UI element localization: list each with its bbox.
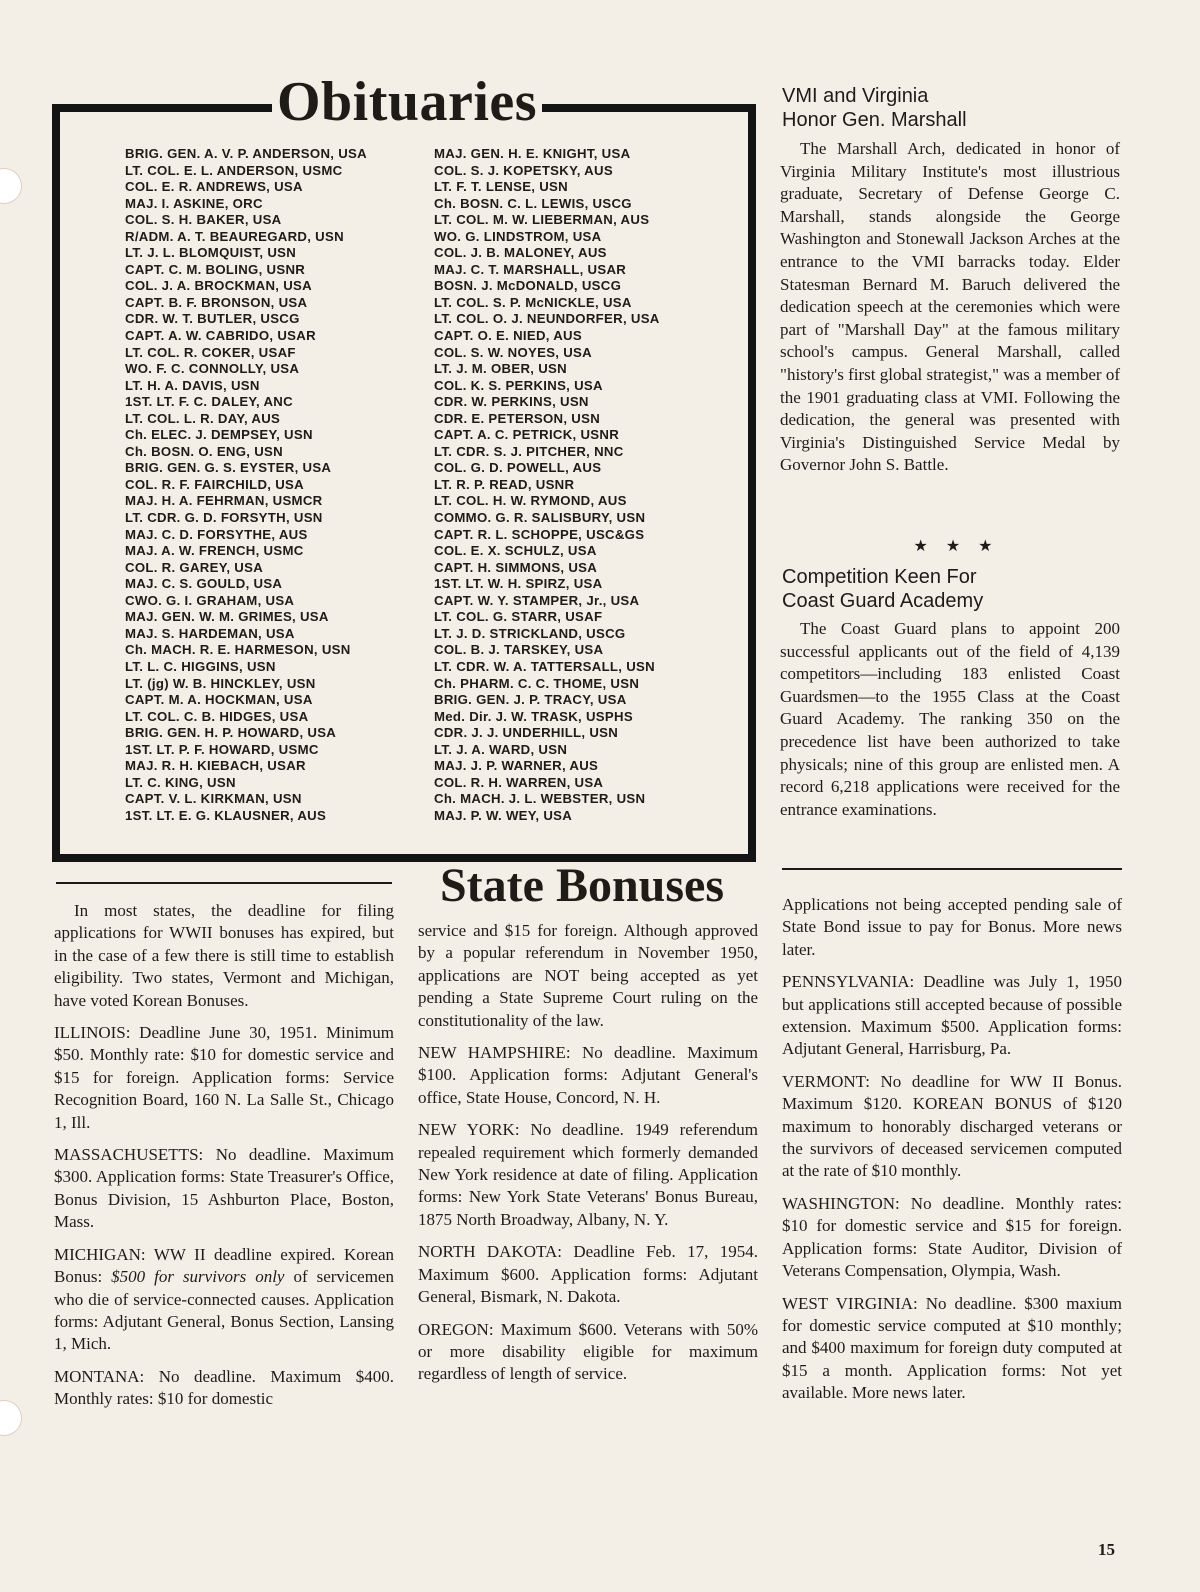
obituary-entry: CAPT. O. E. NIED, AUS: [434, 328, 582, 344]
vmi-headline-line1: VMI and Virginia: [782, 85, 929, 107]
obituary-entry: LT. COL. R. COKER, USAF: [125, 344, 296, 360]
obituary-entry: LT. COL. H. W. RYMOND, AUS: [434, 493, 627, 509]
binder-hole: [0, 168, 22, 204]
obituary-entry: MAJ. C. D. FORSYTHE, AUS: [125, 526, 308, 542]
coast-guard-article-text: The Coast Guard plans to appoint 200 successful applicants out of the field of 4,139 competitors—including 183 enlisted Coast Guardsmen—to the 1955 Class at the Coast Guard Academy. The ranking 350 on the precedence list have been authorized to take physicals; nine of this group are enlisted men. A record 6,218 applications were received for the entrance examinations.: [780, 619, 1120, 819]
obituary-entry: LT. COL. O. J. NEUNDORFER, USA: [434, 311, 660, 327]
obituary-entry: COL. E. X. SCHULZ, USA: [434, 543, 597, 559]
obituary-entry: Ch. PHARM. C. C. THOME, USN: [434, 675, 640, 691]
obituary-entry: R/ADM. A. T. BEAUREGARD, USN: [125, 228, 344, 244]
star-separator: ★★★: [913, 536, 1011, 555]
obituary-entry: MAJ. R. H. KIEBACH, USAR: [125, 758, 306, 774]
coast-guard-headline-line2: Coast Guard Academy: [782, 590, 984, 612]
obituary-entry: LT. L. C. HIGGINS, USN: [125, 658, 276, 674]
obituary-entry: BOSN. J. McDONALD, USCG: [434, 278, 622, 294]
bonuses-column-3: [782, 894, 1122, 1415]
obituary-entry: MAJ. GEN. W. M. GRIMES, USA: [125, 609, 329, 625]
obituaries-rule-left: [52, 104, 282, 112]
obituary-entry: BRIG. GEN. J. P. TRACY, USA: [434, 692, 627, 708]
bonus-west-virginia: WEST VIRGINIA: No deadline. $300 maxium for domestic service computed at $10 monthly; and $400 maximum for foreign duty computed at $15 a month. Application forms: Not yet available. More news later.: [782, 1293, 1122, 1403]
bonus-montana-continued: service and $15 for foreign. Although approved by a popular referendum in November 1950, applications are NOT being accepted as yet pending a State Supreme Court ruling on the constitutionality of the law.: [418, 921, 758, 1030]
obituaries-list-right: [434, 146, 660, 824]
bonus-vermont: VERMONT: No deadline for WW II Bonus. Maximum $120. KOREAN BONUS of $120 maximum to honorably discharged veterans or the survivors of deceased servicemen computed at the rate of $10 monthly.: [782, 1071, 1122, 1181]
obituary-entry: CAPT. M. A. HOCKMAN, USA: [125, 692, 313, 708]
bonus-illinois: ILLINOIS: Deadline June 30, 1951. Minimum $50. Monthly rate: $10 for domestic service and $15 for foreign. Application forms: Service Recognition Board, 160 N. La Salle St., Chicago 1, Ill.: [54, 1023, 394, 1132]
vmi-headline-line2: Honor Gen. Marshall: [782, 109, 967, 131]
obituary-entry: CDR. W. PERKINS, USN: [434, 394, 589, 410]
obituary-entry: LT. COL. S. P. McNICKLE, USA: [434, 294, 632, 310]
obituary-entry: Ch. MACH. J. L. WEBSTER, USN: [434, 791, 646, 807]
obituary-entry: CAPT. A. C. PETRICK, USNR: [434, 427, 620, 443]
obituary-entry: LT. CDR. S. J. PITCHER, NNC: [434, 443, 624, 459]
obituary-entry: CAPT. W. Y. STAMPER, Jr., USA: [434, 592, 640, 608]
obituary-entry: MAJ. P. W. WEY, USA: [434, 807, 573, 823]
bonus-pennsylvania: PENNSYLVANIA: Deadline was July 1, 1950 but applications still accepted because of possible extension. Maximum $500. Application forms: Adjutant General, Harrisburg, Pa.: [782, 972, 1122, 1059]
bonus-michigan-text: MICHIGAN: WW II deadline expired. Korean Bonus:: [54, 1244, 394, 1287]
obituary-entry: LT. (jg) W. B. HINCKLEY, USN: [125, 675, 316, 691]
obituary-entry: Ch. BOSN. O. ENG, USN: [125, 443, 283, 459]
obituary-entry: COL. E. R. ANDREWS, USA: [125, 179, 303, 195]
obituary-entry: COL. R. GAREY, USA: [125, 559, 264, 575]
obituary-entry: COL. S. J. KOPETSKY, AUS: [434, 162, 613, 178]
vmi-article-text: The Marshall Arch, dedicated in honor of Virginia Military Institute's most illustrious graduate, Secretary of Defense George C. Marshall, stands alongside the George Washington and Stonewall Jackson Arches at the entrance to the VMI barracks today. Elder Statesman Bernard M. Baruch delivered the dedication speech at the ceremonies which were part of "Marshall Day" at the famous military school's campus. General Marshall, called "history's first global strategist," was a member of the 1901 graduating class at VMI. Following the dedication, the general was presented with Virginia's Distinguished Service Medal by Governor John S. Battle.: [780, 139, 1120, 475]
bonus-massachusetts: MASSACHUSETTS: No deadline. Maximum $300. Application forms: State Treasurer's Office, Bonus Division, 15 Ashburton Place, Boston, Mass.: [54, 1145, 394, 1232]
obituary-entry: WO. G. LINDSTROM, USA: [434, 228, 602, 244]
obituary-entry: Ch. ELEC. J. DEMPSEY, USN: [125, 427, 313, 443]
bonus-michigan: [54, 1244, 394, 1356]
obituary-entry: CAPT. R. L. SCHOPPE, USC&GS: [434, 526, 645, 542]
divider-left: [56, 882, 392, 884]
obituary-entry: BRIG. GEN. G. S. EYSTER, USA: [125, 460, 332, 476]
obituary-entry: MAJ. J. P. WARNER, AUS: [434, 758, 599, 774]
obituaries-title: Obituaries: [272, 70, 542, 134]
bonus-michigan-text-cont: of servicemen who die of service-connected causes. Application forms: Adjutant General, Bonus Section, Lansing 1, Mich.: [54, 1267, 394, 1354]
coast-guard-headline-line1: Competition Keen For: [782, 566, 977, 588]
bonus-new-york: NEW YORK: No deadline. 1949 referendum repealed requirement which formerly demanded New York residence at date of filing. Application forms: New York State Veterans' Bonus Bureau, 1875 North Broadway, Albany, N. Y.: [418, 1120, 758, 1229]
obituary-entry: LT. J. A. WARD, USN: [434, 741, 568, 757]
obituary-entry: MAJ. GEN. H. E. KNIGHT, USA: [434, 146, 631, 161]
obituary-entry: COMMO. G. R. SALISBURY, USN: [434, 510, 646, 526]
obituary-entry: Med. Dir. J. W. TRASK, USPHS: [434, 708, 633, 724]
obituary-entry: 1ST. LT. P. F. HOWARD, USMC: [125, 741, 319, 757]
obituary-entry: CDR. J. J. UNDERHILL, USN: [434, 725, 619, 741]
bonuses-column-2: [418, 920, 758, 1396]
obituary-entry: Ch. MACH. R. E. HARMESON, USN: [125, 642, 351, 658]
obituary-entry: MAJ. A. W. FRENCH, USMC: [125, 543, 304, 559]
state-bonuses-title: State Bonuses: [439, 859, 725, 912]
obituary-entry: CAPT. H. SIMMONS, USA: [434, 559, 598, 575]
obituary-entry: LT. J. D. STRICKLAND, USCG: [434, 625, 626, 641]
obituaries-rule-right: [532, 104, 756, 112]
obituary-entry: CAPT. V. L. KIRKMAN, USN: [125, 791, 302, 807]
obituary-entry: LT. COL. E. L. ANDERSON, USMC: [125, 162, 343, 178]
obituary-entry: 1ST. LT. F. C. DALEY, ANC: [125, 394, 293, 410]
bonus-michigan-emphasis: $500 for survivors only: [111, 1267, 285, 1287]
obituary-entry: CAPT. C. M. BOLING, USNR: [125, 261, 306, 277]
obituary-entry: COL. S. H. BAKER, USA: [125, 212, 282, 228]
obituary-entry: COL. K. S. PERKINS, USA: [434, 377, 603, 393]
obituary-entry: LT. COL. M. W. LIEBERMAN, AUS: [434, 212, 650, 228]
vmi-article-body: [780, 138, 1120, 477]
obituaries-list-left: [125, 146, 367, 824]
obituary-entry: LT. H. A. DAVIS, USN: [125, 377, 260, 393]
obituary-entry: LT. J. M. OBER, USN: [434, 361, 567, 377]
obituary-entry: MAJ. I. ASKINE, ORC: [125, 195, 263, 211]
obituary-entry: LT. CDR. G. D. FORSYTH, USN: [125, 510, 323, 526]
coast-guard-article-body: [780, 618, 1120, 821]
vmi-headline: [782, 84, 967, 132]
obituary-entry: CAPT. B. F. BRONSON, USA: [125, 294, 308, 310]
obituary-entry: Ch. BOSN. C. L. LEWIS, USCG: [434, 195, 632, 211]
divider-right: [782, 868, 1122, 870]
bonus-washington: WASHINGTON: No deadline. Monthly rates: $10 for domestic service and $15 for foreign. Application forms: State Auditor, Division of Veterans Compensation, Olympia, Wash.: [782, 1193, 1122, 1281]
obituary-entry: LT. C. KING, USN: [125, 774, 236, 790]
obituary-entry: LT. COL. G. STARR, USAF: [434, 609, 603, 625]
bonuses-intro: In most states, the deadline for filing applications for WWII bonuses has expired, but in the case of a few there is still time to establish eligibility. Two states, Vermont and Michigan, have voted Korean Bonuses.: [54, 901, 394, 1010]
obituary-entry: LT. F. T. LENSE, USN: [434, 179, 568, 195]
page-number: 15: [1098, 1540, 1115, 1559]
obituary-entry: BRIG. GEN. H. P. HOWARD, USA: [125, 725, 337, 741]
binder-hole: [0, 1400, 22, 1436]
obituary-entry: COL. R. H. WARREN, USA: [434, 774, 604, 790]
obituary-entry: LT. J. L. BLOMQUIST, USN: [125, 245, 297, 261]
obituary-entry: COL. B. J. TARSKEY, USA: [434, 642, 604, 658]
obituary-entry: COL. R. F. FAIRCHILD, USA: [125, 476, 304, 492]
bonus-oregon-continued: Applications not being accepted pending sale of State Bond issue to pay for Bonus. More news later.: [782, 895, 1122, 959]
obituary-entry: CAPT. A. W. CABRIDO, USAR: [125, 328, 316, 344]
obituary-entry: CDR. E. PETERSON, USN: [434, 410, 601, 426]
bonuses-column-1: [54, 900, 394, 1421]
obituary-entry: LT. CDR. W. A. TATTERSALL, USN: [434, 658, 655, 674]
obituary-entry: LT. R. P. READ, USNR: [434, 476, 575, 492]
obituary-entry: MAJ. H. A. FEHRMAN, USMCR: [125, 493, 323, 509]
obituary-entry: WO. F. C. CONNOLLY, USA: [125, 361, 300, 377]
obituary-entry: BRIG. GEN. A. V. P. ANDERSON, USA: [125, 146, 367, 161]
bonus-montana: MONTANA: No deadline. Maximum $400. Monthly rates: $10 for domestic: [54, 1366, 394, 1409]
obituary-entry: 1ST. LT. E. G. KLAUSNER, AUS: [125, 807, 327, 823]
obituary-entry: LT. COL. C. B. HIDGES, USA: [125, 708, 309, 724]
obituary-entry: COL. J. B. MALONEY, AUS: [434, 245, 607, 261]
bonus-north-dakota: NORTH DAKOTA: Deadline Feb. 17, 1954. Maximum $600. Application forms: Adjutant General, Bismark, N. Dakota.: [418, 1242, 758, 1307]
obituary-entry: COL. J. A. BROCKMAN, USA: [125, 278, 312, 294]
obituary-entry: MAJ. C. T. MARSHALL, USAR: [434, 261, 627, 277]
bonus-new-hampshire: NEW HAMPSHIRE: No deadline. Maximum $100. Application forms: Adjutant General's office, State House, Concord, N. H.: [418, 1043, 758, 1107]
obituary-entry: MAJ. S. HARDEMAN, USA: [125, 625, 295, 641]
coast-guard-headline: [782, 565, 983, 613]
bonus-oregon: OREGON: Maximum $600. Veterans with 50% or more disability eligible for maximum regardless of length of service.: [418, 1319, 758, 1384]
obituary-entry: COL. G. D. POWELL, AUS: [434, 460, 602, 476]
obituary-entry: LT. COL. L. R. DAY, AUS: [125, 410, 281, 426]
obituary-entry: CDR. W. T. BUTLER, USCG: [125, 311, 300, 327]
obituary-entry: CWO. G. I. GRAHAM, USA: [125, 592, 295, 608]
obituary-entry: MAJ. C. S. GOULD, USA: [125, 576, 283, 592]
obituary-entry: COL. S. W. NOYES, USA: [434, 344, 592, 360]
obituary-entry: 1ST. LT. W. H. SPIRZ, USA: [434, 576, 603, 592]
